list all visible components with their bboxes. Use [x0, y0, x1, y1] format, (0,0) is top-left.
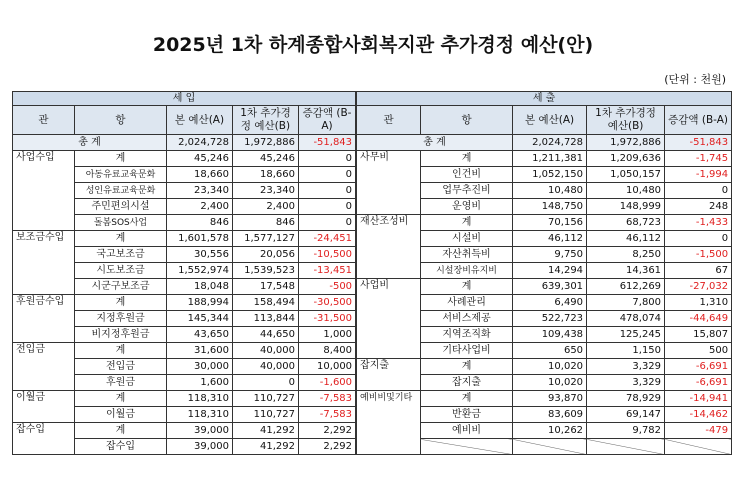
value-a: 46,112 [513, 231, 587, 247]
value-d: -1,500 [665, 247, 732, 263]
total-b: 1,972,886 [233, 135, 299, 151]
hang-cell: 시설장비유지비 [421, 263, 513, 279]
hang-cell: 업무추진비 [421, 183, 513, 199]
gwan-cell: 이월금 [13, 391, 75, 423]
value-a: 39,000 [167, 423, 233, 439]
value-d: -1,994 [665, 167, 732, 183]
total-b: 1,972,886 [587, 135, 665, 151]
hang-cell: 인건비 [421, 167, 513, 183]
value-b: 158,494 [233, 295, 299, 311]
value-a: 639,301 [513, 279, 587, 295]
value-d: -500 [299, 279, 356, 295]
hang-cell: 국고보조금 [75, 247, 167, 263]
hang-cell: 사례관리 [421, 295, 513, 311]
value-b: 1,150 [587, 343, 665, 359]
value-d: -30,500 [299, 295, 356, 311]
gwan-cell: 재산조성비 [357, 215, 421, 279]
table-row [357, 279, 732, 295]
page-title: 2025년 1차 하계종합사회복지관 추가경정 예산(안) [152, 34, 594, 56]
value-d: 0 [299, 167, 356, 183]
hang-cell: 계 [75, 231, 167, 247]
total-d: -51,843 [299, 135, 356, 151]
hang-cell: 서비스제공 [421, 311, 513, 327]
total-row [13, 135, 356, 151]
value-a: 1,052,150 [513, 167, 587, 183]
value-d: 0 [665, 231, 732, 247]
value-b: 110,727 [233, 391, 299, 407]
total-a: 2,024,728 [167, 135, 233, 151]
value-b: 0 [233, 375, 299, 391]
hang-cell: 계 [75, 343, 167, 359]
hang-cell: 후원금 [75, 375, 167, 391]
hang-cell: 계 [75, 423, 167, 439]
table-row [13, 423, 356, 439]
value-a: 188,994 [167, 295, 233, 311]
value-a: 1,600 [167, 375, 233, 391]
value-d: 2,292 [299, 439, 356, 455]
value-d: -1,433 [665, 215, 732, 231]
hang-cell: 계 [75, 295, 167, 311]
hang-cell: 잡지출 [421, 375, 513, 391]
value-d: -7,583 [299, 407, 356, 423]
value-a: 30,000 [167, 359, 233, 375]
value-d: 67 [665, 263, 732, 279]
col-original-budget: 본 예산(A) [513, 106, 587, 135]
value-b: 3,329 [587, 359, 665, 375]
value-b: 125,245 [587, 327, 665, 343]
col-revised-budget: 1차 추가경정 예산(B) [233, 106, 299, 135]
value-a: 18,048 [167, 279, 233, 295]
hang-cell: 돌봄SOS사업 [75, 215, 167, 231]
value-a: 10,020 [513, 375, 587, 391]
gwan-cell: 보조금수입 [13, 231, 75, 295]
value-d: 1,310 [665, 295, 732, 311]
table-row [13, 231, 356, 247]
value-a: 1,601,578 [167, 231, 233, 247]
value-d: -27,032 [665, 279, 732, 295]
hang-cell: 계 [421, 391, 513, 407]
col-hang: 항 [75, 106, 167, 135]
hang-cell: 예비비 [421, 423, 513, 439]
value-d: -1,600 [299, 375, 356, 391]
expenditure-section-header: 세 출 [357, 92, 732, 106]
value-a: 6,490 [513, 295, 587, 311]
gwan-cell: 잡지출 [357, 359, 421, 391]
hang-cell: 계 [75, 391, 167, 407]
value-d: 2,292 [299, 423, 356, 439]
value-a: 43,650 [167, 327, 233, 343]
hang-cell: 계 [421, 151, 513, 167]
value-d: -7,583 [299, 391, 356, 407]
table-row [13, 295, 356, 311]
value-d: -14,462 [665, 407, 732, 423]
value-b: 1,050,157 [587, 167, 665, 183]
value-a: 1,552,974 [167, 263, 233, 279]
value-b: 7,800 [587, 295, 665, 311]
col-original-budget: 본 예산(A) [167, 106, 233, 135]
value-b: 110,727 [233, 407, 299, 423]
hang-cell: 반환금 [421, 407, 513, 423]
value-b: 41,292 [233, 423, 299, 439]
value-b: 17,548 [233, 279, 299, 295]
value-d: -14,941 [665, 391, 732, 407]
hang-cell: 잡수입 [75, 439, 167, 455]
value-a: 45,246 [167, 151, 233, 167]
col-gwan: 관 [357, 106, 421, 135]
hang-cell: 시도보조금 [75, 263, 167, 279]
value-b: 612,269 [587, 279, 665, 295]
value-a: 1,211,381 [513, 151, 587, 167]
hang-cell: 전입금 [75, 359, 167, 375]
value-b: 3,329 [587, 375, 665, 391]
value-b: 9,782 [587, 423, 665, 439]
value-d: 10,000 [299, 359, 356, 375]
value-a: 31,600 [167, 343, 233, 359]
hang-cell: 계 [421, 359, 513, 375]
value-b: 40,000 [233, 343, 299, 359]
gwan-cell: 예비비및기타 [357, 391, 421, 455]
table-row [13, 151, 356, 167]
col-revised-budget: 1차 추가경정 예산(B) [587, 106, 665, 135]
value-b: 846 [233, 215, 299, 231]
value-a: 650 [513, 343, 587, 359]
revenue-body [13, 135, 356, 455]
value-b: 18,660 [233, 167, 299, 183]
hang-cell: 시설비 [421, 231, 513, 247]
value-d: -6,691 [665, 359, 732, 375]
hang-cell: 지역조직화 [421, 327, 513, 343]
expenditure-body [357, 135, 732, 455]
value-a: 10,020 [513, 359, 587, 375]
value-a: 39,000 [167, 439, 233, 455]
value-a: 10,262 [513, 423, 587, 439]
total-row [357, 135, 732, 151]
value-b: 1,539,523 [233, 263, 299, 279]
table-row [357, 359, 732, 375]
value-b: 69,147 [587, 407, 665, 423]
gwan-cell: 사업수입 [13, 151, 75, 231]
unit-label: (단위 : 천원) [664, 73, 726, 86]
hang-cell: 성인유료교육문화 [75, 183, 167, 199]
value-a: 70,156 [513, 215, 587, 231]
value-a: 118,310 [167, 407, 233, 423]
value-d: -24,451 [299, 231, 356, 247]
gwan-cell: 후원금수입 [13, 295, 75, 343]
value-a [513, 439, 587, 455]
value-d: -13,451 [299, 263, 356, 279]
total-d: -51,843 [665, 135, 732, 151]
value-b: 1,209,636 [587, 151, 665, 167]
hang-cell: 이월금 [75, 407, 167, 423]
value-a: 93,870 [513, 391, 587, 407]
gwan-cell: 전입금 [13, 343, 75, 391]
value-d: 0 [299, 199, 356, 215]
hang-cell: 비지정후원금 [75, 327, 167, 343]
value-a: 10,480 [513, 183, 587, 199]
revenue-section-header: 세 입 [13, 92, 356, 106]
value-d: 8,400 [299, 343, 356, 359]
value-b: 41,292 [233, 439, 299, 455]
value-a: 109,438 [513, 327, 587, 343]
value-d: 0 [299, 151, 356, 167]
value-a: 23,340 [167, 183, 233, 199]
value-b: 23,340 [233, 183, 299, 199]
value-a: 18,660 [167, 167, 233, 183]
value-b: 20,056 [233, 247, 299, 263]
gwan-cell: 잡수입 [13, 423, 75, 455]
value-d: 0 [665, 183, 732, 199]
total-label: 총 계 [357, 135, 513, 151]
col-hang: 항 [421, 106, 513, 135]
value-d: 15,807 [665, 327, 732, 343]
value-a: 9,750 [513, 247, 587, 263]
value-a: 14,294 [513, 263, 587, 279]
hang-cell: 시군구보조금 [75, 279, 167, 295]
gwan-cell: 사업비 [357, 279, 421, 359]
value-d: 0 [299, 183, 356, 199]
budget-tables [12, 91, 730, 451]
value-b: 68,723 [587, 215, 665, 231]
hang-cell: 자산취득비 [421, 247, 513, 263]
value-d: -6,691 [665, 375, 732, 391]
value-d: 248 [665, 199, 732, 215]
value-d: -10,500 [299, 247, 356, 263]
value-b: 478,074 [587, 311, 665, 327]
col-gwan: 관 [13, 106, 75, 135]
value-b: 78,929 [587, 391, 665, 407]
total-label: 총 계 [13, 135, 167, 151]
value-b: 148,999 [587, 199, 665, 215]
value-d: -44,649 [665, 311, 732, 327]
value-a: 148,750 [513, 199, 587, 215]
value-b: 44,650 [233, 327, 299, 343]
value-b: 113,844 [233, 311, 299, 327]
value-b: 45,246 [233, 151, 299, 167]
hang-cell: 계 [421, 279, 513, 295]
hang-cell: 아동유료교육문화 [75, 167, 167, 183]
value-b [587, 439, 665, 455]
value-b: 10,480 [587, 183, 665, 199]
value-b: 1,577,127 [233, 231, 299, 247]
hang-cell: 기타사업비 [421, 343, 513, 359]
value-a: 522,723 [513, 311, 587, 327]
hang-cell: 운영비 [421, 199, 513, 215]
value-a: 83,609 [513, 407, 587, 423]
expenditure-table [356, 91, 732, 455]
hang-cell: 계 [75, 151, 167, 167]
hang-cell: 지정후원금 [75, 311, 167, 327]
value-d: -31,500 [299, 311, 356, 327]
table-row [13, 391, 356, 407]
table-row [357, 215, 732, 231]
revenue-table [12, 91, 356, 455]
col-difference: 증감액 (B-A) [665, 106, 732, 135]
table-row [357, 391, 732, 407]
value-d: 500 [665, 343, 732, 359]
table-row [13, 343, 356, 359]
value-a: 30,556 [167, 247, 233, 263]
value-b: 14,361 [587, 263, 665, 279]
value-a: 118,310 [167, 391, 233, 407]
table-row [357, 151, 732, 167]
value-b: 2,400 [233, 199, 299, 215]
gwan-cell: 사무비 [357, 151, 421, 215]
value-d: -479 [665, 423, 732, 439]
value-a: 145,344 [167, 311, 233, 327]
value-d: 1,000 [299, 327, 356, 343]
hang-cell: 계 [421, 215, 513, 231]
value-d: -1,745 [665, 151, 732, 167]
value-d [665, 439, 732, 455]
value-a: 2,400 [167, 199, 233, 215]
total-a: 2,024,728 [513, 135, 587, 151]
value-b: 46,112 [587, 231, 665, 247]
value-d: 0 [299, 215, 356, 231]
value-b: 8,250 [587, 247, 665, 263]
col-difference: 증감액 (B-A) [299, 106, 356, 135]
value-b: 40,000 [233, 359, 299, 375]
hang-cell [421, 439, 513, 455]
hang-cell: 주민편의시설 [75, 199, 167, 215]
value-a: 846 [167, 215, 233, 231]
